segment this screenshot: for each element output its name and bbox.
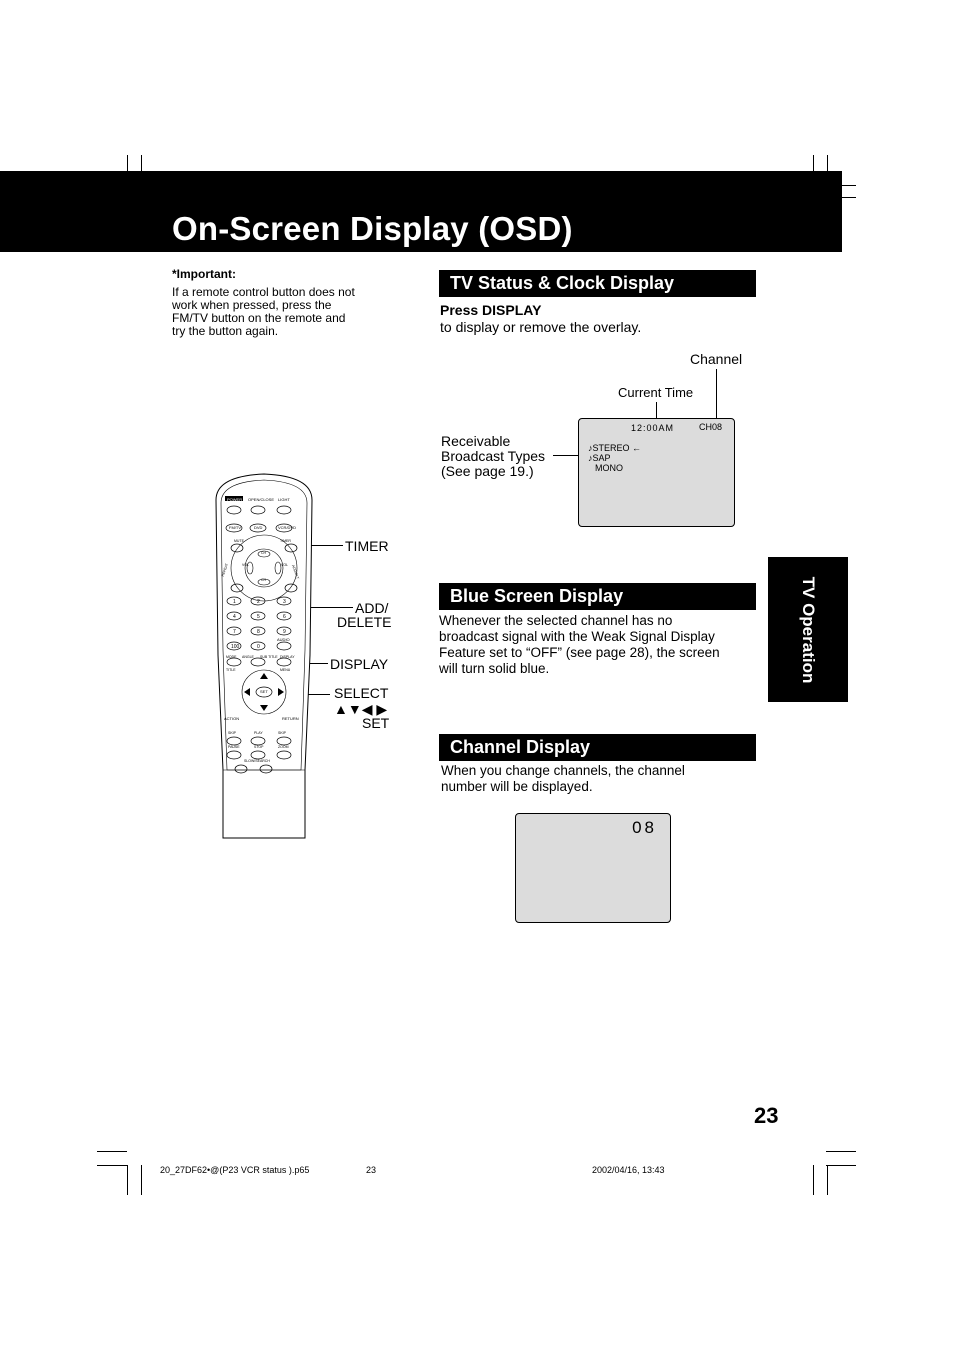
callout-delete: DELETE bbox=[337, 614, 392, 630]
remote-label-return: RETURN bbox=[282, 716, 299, 721]
blue-screen-description bbox=[439, 613, 720, 677]
side-tab-label: TV Operation bbox=[799, 576, 818, 683]
crop-mark bbox=[827, 1165, 828, 1195]
important-line: try the button again. bbox=[172, 324, 279, 338]
section-heading-blue-screen: Blue Screen Display bbox=[439, 583, 756, 610]
remote-label-skip-back: SKIP bbox=[228, 731, 236, 735]
remote-label-light: LIGHT bbox=[278, 497, 290, 502]
callout-select: SELECT bbox=[334, 685, 389, 701]
broadcast-types-line: (See page 19.) bbox=[441, 463, 534, 479]
remote-label-vol-up: VOL bbox=[281, 563, 289, 567]
key-3[interactable]: 3 bbox=[283, 599, 286, 605]
remote-label-mode: MODE bbox=[226, 655, 237, 659]
page-number: 23 bbox=[754, 1103, 779, 1128]
instruction-text: to display or remove the overlay. bbox=[440, 319, 642, 335]
remote-label-menu: MENU bbox=[280, 668, 291, 672]
remote-label-slow-search: SLOW/SEARCH bbox=[244, 759, 270, 763]
key-8[interactable]: 8 bbox=[257, 629, 260, 635]
remote-label-display: DISPLAY bbox=[280, 655, 295, 659]
remote-label-pause: PAUSE bbox=[228, 745, 240, 749]
side-tab-label-box bbox=[768, 557, 848, 702]
speaker-icon: ♪ bbox=[588, 453, 593, 463]
remote-label-action: ACTION bbox=[224, 716, 240, 721]
broadcast-types-line: Broadcast Types bbox=[441, 448, 546, 464]
crop-mark bbox=[813, 1165, 814, 1195]
broadcast-types-label bbox=[441, 434, 545, 479]
key-100[interactable]: 100 bbox=[231, 644, 240, 650]
key-7[interactable]: 7 bbox=[233, 629, 236, 635]
remote-label-repeat: REPEAT bbox=[220, 562, 230, 578]
remote-button-dvd[interactable]: DVD bbox=[254, 525, 263, 530]
remote-label-timer: TIMER bbox=[280, 539, 291, 543]
channel-display-screen bbox=[515, 813, 671, 923]
callout-set: SET bbox=[362, 715, 390, 731]
remote-label-skip-forward: SKIP bbox=[278, 731, 286, 735]
footer-filename: 20_27DF62•@(P23 VCR status ).p65 bbox=[160, 1165, 310, 1175]
callout-arrows: ▲▼◀ ▶ bbox=[334, 701, 388, 717]
section-heading-channel-display: Channel Display bbox=[439, 734, 756, 761]
remote-label-vol-down: VOL bbox=[242, 563, 250, 567]
remote-label-title: TITLE bbox=[226, 668, 236, 672]
important-note bbox=[172, 268, 382, 338]
osd-stereo bbox=[588, 443, 641, 453]
arrow-left-icon: ← bbox=[629, 443, 642, 453]
osd-stereo-text: STEREO bbox=[592, 443, 630, 453]
callout-timer: TIMER bbox=[345, 538, 389, 554]
remote-button-fm-tv[interactable]: FM/TV bbox=[229, 525, 241, 530]
instruction-bold: Press DISPLAY bbox=[440, 302, 542, 318]
text-line: When you change channels, the channel bbox=[441, 763, 685, 778]
channel-label: Channel bbox=[690, 351, 743, 367]
remote-label-angle: ANGLE bbox=[242, 655, 254, 659]
remote-button-set[interactable]: SET bbox=[260, 689, 268, 694]
footer-page: 23 bbox=[366, 1165, 377, 1175]
important-line: If a remote control button does not bbox=[172, 285, 355, 299]
broadcast-types-line: Receivable bbox=[441, 433, 511, 449]
key-2[interactable]: 2 bbox=[257, 599, 260, 605]
crop-mark bbox=[97, 1151, 127, 1152]
remote-label-power: POWER bbox=[227, 497, 243, 502]
remote-label-mute: MUTE bbox=[234, 539, 244, 543]
callout-add: ADD/ bbox=[355, 600, 389, 616]
key-5[interactable]: 5 bbox=[257, 614, 260, 620]
tv-status-screen bbox=[578, 418, 735, 527]
text-line: number will be displayed. bbox=[441, 779, 593, 794]
section-heading-tv-status: TV Status & Clock Display bbox=[439, 270, 756, 297]
crop-mark bbox=[141, 1165, 142, 1195]
osd-sap bbox=[588, 453, 611, 463]
text-line: Whenever the selected channel has no bbox=[439, 613, 673, 628]
key-9[interactable]: 9 bbox=[283, 629, 286, 635]
press-display-instruction bbox=[440, 302, 641, 336]
remote-button-vcr-dvd[interactable]: VCR/DVD bbox=[278, 525, 297, 530]
important-line: work when pressed, press the bbox=[172, 298, 332, 312]
key-0[interactable]: 0 bbox=[257, 644, 260, 650]
speaker-icon: ♪ bbox=[588, 443, 593, 453]
text-line: will turn solid blue. bbox=[439, 661, 550, 676]
remote-label-add-dlt: ADD/DLT bbox=[290, 564, 300, 580]
key-audio[interactable]: AUDIO bbox=[277, 637, 290, 642]
footer-timestamp: 2002/04/16, 13:43 bbox=[592, 1165, 665, 1175]
key-4[interactable]: 4 bbox=[233, 614, 236, 620]
osd-mono: MONO bbox=[595, 463, 623, 473]
key-1[interactable]: 1 bbox=[233, 599, 236, 605]
text-line: Feature set to “OFF” (see page 28), the screen bbox=[439, 645, 720, 660]
crop-mark bbox=[127, 1165, 128, 1195]
osd-time: 12:00AM bbox=[631, 423, 675, 433]
remote-label-play: PLAY bbox=[254, 731, 263, 735]
remote-label-ch-down: CH bbox=[261, 578, 267, 582]
remote-label-zoom: ZOOM bbox=[278, 745, 289, 749]
page-title: On-Screen Display (OSD) bbox=[172, 210, 573, 247]
remote-label-stop: STOP bbox=[254, 745, 264, 749]
remote-label-open-close: OPEN/CLOSE bbox=[248, 497, 275, 502]
remote-label-ch-up: CH bbox=[261, 551, 267, 555]
important-heading: *Important: bbox=[172, 267, 236, 281]
key-6[interactable]: 6 bbox=[283, 614, 286, 620]
channel-display-description bbox=[441, 763, 685, 795]
crop-mark bbox=[97, 1165, 127, 1166]
remote-label-subtitle: SUB TITLE bbox=[260, 655, 278, 659]
channel-leader-line bbox=[716, 369, 717, 419]
channel-number-osd: 08 bbox=[632, 818, 657, 837]
remote-control bbox=[208, 470, 320, 842]
osd-sap-text: SAP bbox=[592, 453, 611, 463]
osd-channel: CH08 bbox=[699, 422, 723, 432]
callout-display: DISPLAY bbox=[330, 656, 389, 672]
crop-mark bbox=[826, 1165, 856, 1166]
important-line: FM/TV button on the remote and bbox=[172, 311, 346, 325]
crop-mark bbox=[826, 1151, 856, 1152]
text-line: broadcast signal with the Weak Signal Display bbox=[439, 629, 715, 644]
current-time-label: Current Time bbox=[618, 385, 694, 400]
